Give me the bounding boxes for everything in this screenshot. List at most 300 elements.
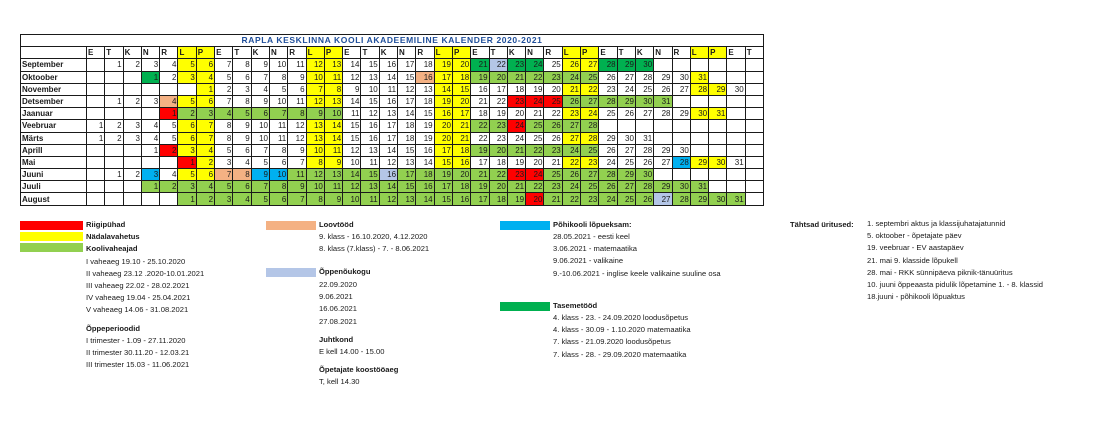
- day-cell: 16: [416, 71, 434, 83]
- empty-cell: [141, 156, 159, 168]
- day-cell: 29: [617, 95, 635, 107]
- day-cell: 13: [306, 120, 324, 132]
- day-cell: 13: [416, 83, 434, 95]
- day-cell: 19: [471, 71, 489, 83]
- day-cell: 20: [434, 132, 452, 144]
- day-cell: 20: [452, 169, 470, 181]
- day-cell: 17: [489, 83, 507, 95]
- empty-cell: [123, 108, 141, 120]
- day-cell: 29: [672, 108, 690, 120]
- weekday-header-cell: K: [379, 47, 397, 59]
- day-cell: 7: [251, 181, 269, 193]
- event-6: 10. juuni õppeaasta pidulik lõpetamine 1. - 8. klassid: [867, 280, 1044, 290]
- day-cell: 11: [379, 83, 397, 95]
- day-cell: 4: [160, 169, 178, 181]
- day-cell: 5: [269, 83, 287, 95]
- day-cell: 15: [343, 132, 361, 144]
- oppenoukogu-3: 16.06.2021: [319, 304, 358, 314]
- month-name: August: [21, 193, 87, 205]
- empty-cell: [599, 120, 617, 132]
- empty-cell: [745, 120, 763, 132]
- day-cell: 16: [452, 156, 470, 168]
- empty-cell: [727, 59, 745, 71]
- weekday-header-cell: E: [215, 47, 233, 59]
- events-title: Tähtsad üritused:: [790, 220, 854, 229]
- month-row: [21, 108, 764, 120]
- day-cell: 20: [544, 83, 562, 95]
- day-cell: 1: [105, 169, 123, 181]
- empty-cell: [635, 120, 653, 132]
- period-1: I trimester - 1.09 - 27.11.2020: [86, 335, 186, 345]
- day-cell: 11: [361, 156, 379, 168]
- day-cell: 8: [269, 71, 287, 83]
- empty-cell: [105, 193, 123, 205]
- day-cell: 22: [489, 95, 507, 107]
- day-cell: 22: [489, 59, 507, 71]
- day-cell: 22: [562, 193, 580, 205]
- weekday-header-cell: P: [196, 47, 214, 59]
- day-cell: 15: [416, 108, 434, 120]
- day-cell: 28: [581, 132, 599, 144]
- juhtkond-title: Juhtkond: [319, 334, 354, 344]
- weekday-header-cell: R: [288, 47, 306, 59]
- day-cell: 16: [416, 181, 434, 193]
- day-cell: 21: [544, 193, 562, 205]
- swatch-yellow: [20, 232, 83, 241]
- day-cell: 5: [215, 71, 233, 83]
- day-cell: 11: [324, 71, 342, 83]
- day-cell: 2: [215, 83, 233, 95]
- day-cell: 24: [507, 132, 525, 144]
- day-cell: 16: [416, 144, 434, 156]
- weekday-header-cell: P: [581, 47, 599, 59]
- day-cell: 14: [416, 193, 434, 205]
- day-cell: 9: [251, 169, 269, 181]
- day-cell: 29: [617, 169, 635, 181]
- day-cell: 6: [178, 120, 196, 132]
- day-cell: 17: [434, 71, 452, 83]
- legend-vacations: Koolivaheajad: [86, 244, 138, 254]
- empty-cell: [654, 59, 672, 71]
- month-name: Märts: [21, 132, 87, 144]
- empty-cell: [745, 156, 763, 168]
- day-cell: 30: [690, 108, 708, 120]
- day-cell: 11: [288, 95, 306, 107]
- day-cell: 29: [654, 144, 672, 156]
- calendar-title: RAPLA KESKLINNA KOOLI AKADEEMILINE KALENDER 2020-2021: [21, 35, 764, 47]
- day-cell: 26: [544, 120, 562, 132]
- day-cell: 6: [196, 95, 214, 107]
- day-cell: 27: [581, 59, 599, 71]
- empty-cell: [87, 108, 105, 120]
- weekday-header-row: [21, 47, 764, 59]
- day-cell: 4: [196, 181, 214, 193]
- day-cell: 12: [379, 193, 397, 205]
- day-cell: 12: [343, 144, 361, 156]
- day-cell: 11: [361, 193, 379, 205]
- day-cell: 27: [562, 120, 580, 132]
- day-cell: 1: [87, 120, 105, 132]
- day-cell: 5: [251, 156, 269, 168]
- day-cell: 28: [635, 71, 653, 83]
- day-cell: 12: [288, 120, 306, 132]
- weekday-header-cell: L: [306, 47, 324, 59]
- day-cell: 5: [178, 59, 196, 71]
- exams-title: Põhikooli lõpueksam:: [553, 220, 632, 229]
- day-cell: 2: [123, 169, 141, 181]
- day-cell: 13: [398, 156, 416, 168]
- periods-title: Õppeperioodid: [86, 323, 140, 333]
- weekday-header-cell: R: [416, 47, 434, 59]
- weekday-header-cell: K: [251, 47, 269, 59]
- day-cell: 4: [233, 193, 251, 205]
- day-cell: 20: [434, 120, 452, 132]
- day-cell: 5: [178, 95, 196, 107]
- day-cell: 23: [581, 193, 599, 205]
- empty-cell: [87, 59, 105, 71]
- empty-cell: [745, 132, 763, 144]
- day-cell: 14: [398, 108, 416, 120]
- day-cell: 23: [489, 120, 507, 132]
- weekday-header-cell: T: [233, 47, 251, 59]
- vacation-1: I vaheaeg 19.10 - 25.10.2020: [86, 256, 186, 266]
- day-cell: 2: [196, 193, 214, 205]
- day-cell: 8: [269, 181, 287, 193]
- weekday-header-cell: T: [489, 47, 507, 59]
- day-cell: 28: [654, 108, 672, 120]
- day-cell: 9: [233, 132, 251, 144]
- weekday-header-cell: L: [562, 47, 580, 59]
- swatch-salmon: [266, 221, 316, 230]
- day-cell: 28: [690, 83, 708, 95]
- oppenoukogu-1: 22.09.2020: [319, 280, 358, 289]
- day-cell: 19: [434, 169, 452, 181]
- day-cell: 12: [343, 71, 361, 83]
- empty-cell: [105, 181, 123, 193]
- day-cell: 22: [489, 169, 507, 181]
- day-cell: 21: [471, 169, 489, 181]
- day-cell: 19: [471, 144, 489, 156]
- empty-cell: [727, 144, 745, 156]
- weekday-header-cell: R: [672, 47, 690, 59]
- month-row: [21, 156, 764, 168]
- day-cell: 26: [617, 108, 635, 120]
- day-cell: 14: [379, 71, 397, 83]
- day-cell: 11: [288, 59, 306, 71]
- day-cell: 3: [141, 95, 159, 107]
- day-cell: 21: [562, 83, 580, 95]
- day-cell: 26: [562, 95, 580, 107]
- day-cell: 9: [324, 193, 342, 205]
- event-2: 5. oktoober - õpetajate päev: [867, 231, 962, 241]
- weekday-header-cell: P: [452, 47, 470, 59]
- day-cell: 29: [709, 83, 727, 95]
- day-cell: 1: [141, 181, 159, 193]
- day-cell: 14: [343, 169, 361, 181]
- empty-cell: [745, 95, 763, 107]
- empty-cell: [87, 181, 105, 193]
- day-cell: 19: [489, 108, 507, 120]
- day-cell: 15: [398, 144, 416, 156]
- day-cell: 7: [196, 132, 214, 144]
- weekday-header-cell: L: [690, 47, 708, 59]
- day-cell: 11: [288, 169, 306, 181]
- event-3: 19. veebruar - EV aastapäev: [867, 243, 964, 253]
- empty-cell: [672, 120, 690, 132]
- empty-cell: [690, 120, 708, 132]
- day-cell: 14: [324, 132, 342, 144]
- day-cell: 31: [690, 181, 708, 193]
- empty-cell: [87, 95, 105, 107]
- day-cell: 25: [544, 59, 562, 71]
- day-cell: 5: [251, 193, 269, 205]
- day-cell: 3: [123, 120, 141, 132]
- empty-cell: [745, 59, 763, 71]
- day-cell: 9: [288, 181, 306, 193]
- day-cell: 7: [269, 108, 287, 120]
- day-cell: 1: [141, 71, 159, 83]
- weekday-header-cell: E: [471, 47, 489, 59]
- swatch-light-green: [20, 243, 83, 252]
- day-cell: 20: [489, 144, 507, 156]
- day-cell: 8: [215, 120, 233, 132]
- day-cell: 17: [398, 59, 416, 71]
- day-cell: 3: [123, 132, 141, 144]
- day-cell: 4: [141, 120, 159, 132]
- day-cell: 20: [526, 156, 544, 168]
- day-cell: 6: [196, 169, 214, 181]
- day-cell: 2: [105, 132, 123, 144]
- day-cell: 18: [452, 71, 470, 83]
- day-cell: 10: [269, 95, 287, 107]
- weekday-header-cell: E: [599, 47, 617, 59]
- events-list: [867, 218, 1043, 303]
- oppenoukogu-4: 27.08.2021: [319, 316, 358, 326]
- day-cell: 27: [635, 108, 653, 120]
- day-cell: 14: [416, 156, 434, 168]
- day-cell: 7: [306, 83, 324, 95]
- day-cell: 4: [160, 95, 178, 107]
- day-cell: 28: [635, 181, 653, 193]
- day-cell: 27: [617, 71, 635, 83]
- swatch-green: [500, 302, 550, 311]
- legend-weekend: Nädalavahetus: [86, 232, 140, 242]
- weekday-header-cell: P: [709, 47, 727, 59]
- day-cell: 7: [251, 71, 269, 83]
- weekday-header-cell: R: [544, 47, 562, 59]
- day-cell: 10: [269, 59, 287, 71]
- event-4: 21. mai 9. klasside lõpukell: [867, 255, 958, 265]
- day-cell: 19: [507, 193, 525, 205]
- day-cell: 4: [196, 144, 214, 156]
- empty-cell: [141, 193, 159, 205]
- day-cell: 25: [635, 83, 653, 95]
- day-cell: 24: [599, 193, 617, 205]
- weekday-header-cell: E: [343, 47, 361, 59]
- day-cell: 6: [178, 132, 196, 144]
- month-name: November: [21, 83, 87, 95]
- day-cell: 18: [471, 108, 489, 120]
- day-cell: 11: [324, 181, 342, 193]
- empty-cell: [727, 71, 745, 83]
- day-cell: 8: [233, 95, 251, 107]
- swatch-lavender: [266, 268, 316, 277]
- day-cell: 31: [690, 71, 708, 83]
- empty-cell: [709, 169, 727, 181]
- day-cell: 15: [434, 193, 452, 205]
- day-cell: 18: [452, 181, 470, 193]
- day-cell: 21: [507, 71, 525, 83]
- day-cell: 16: [361, 132, 379, 144]
- day-cell: 21: [452, 132, 470, 144]
- tasemetood-4: 7. klass - 28. - 29.09.2020 matemaatika: [553, 349, 687, 359]
- day-cell: 12: [306, 95, 324, 107]
- day-cell: 23: [507, 95, 525, 107]
- day-cell: 1: [160, 108, 178, 120]
- day-cell: 10: [361, 83, 379, 95]
- day-cell: 23: [507, 59, 525, 71]
- day-cell: 13: [361, 71, 379, 83]
- day-cell: 15: [452, 83, 470, 95]
- empty-cell: [672, 169, 690, 181]
- day-cell: 15: [434, 156, 452, 168]
- day-cell: 9: [251, 95, 269, 107]
- day-cell: 8: [288, 108, 306, 120]
- day-cell: 25: [617, 156, 635, 168]
- empty-cell: [654, 120, 672, 132]
- day-cell: 9: [288, 144, 306, 156]
- day-cell: 15: [361, 169, 379, 181]
- oppenoukogu-2: 9.06.2021: [319, 292, 353, 302]
- day-cell: 22: [526, 71, 544, 83]
- day-cell: 20: [489, 181, 507, 193]
- tasemetood-3: 7. klass - 21.09.2020 loodusõpetus: [553, 337, 671, 347]
- day-cell: 13: [324, 169, 342, 181]
- exam-2: 3.06.2021 - matemaatika: [553, 244, 638, 254]
- day-cell: 6: [233, 181, 251, 193]
- weekday-header-cell: T: [361, 47, 379, 59]
- day-cell: 28: [599, 59, 617, 71]
- day-cell: 15: [398, 181, 416, 193]
- day-cell: 22: [526, 181, 544, 193]
- day-cell: 15: [398, 71, 416, 83]
- empty-cell: [745, 181, 763, 193]
- day-cell: 11: [324, 144, 342, 156]
- day-cell: 10: [269, 169, 287, 181]
- legend-left: [86, 219, 204, 371]
- event-7: 18.juuni - põhikooli lõpuaktus: [867, 292, 965, 302]
- day-cell: 21: [526, 108, 544, 120]
- empty-cell: [123, 83, 141, 95]
- day-cell: 22: [471, 120, 489, 132]
- day-cell: 10: [343, 193, 361, 205]
- day-cell: 23: [544, 71, 562, 83]
- day-cell: 25: [544, 95, 562, 107]
- loovtood-list: [319, 231, 429, 255]
- day-cell: 25: [581, 71, 599, 83]
- day-cell: 23: [544, 144, 562, 156]
- month-name: September: [21, 59, 87, 71]
- day-cell: 20: [452, 95, 470, 107]
- day-cell: 1: [196, 83, 214, 95]
- day-cell: 29: [690, 193, 708, 205]
- swatch-red: [20, 221, 83, 230]
- day-cell: 4: [215, 108, 233, 120]
- weekday-header-cell: P: [324, 47, 342, 59]
- day-cell: 5: [233, 108, 251, 120]
- day-cell: 16: [379, 59, 397, 71]
- month-name: Mai: [21, 156, 87, 168]
- month-name: Juuli: [21, 181, 87, 193]
- month-row: [21, 83, 764, 95]
- day-cell: 24: [526, 95, 544, 107]
- day-cell: 1: [178, 193, 196, 205]
- day-cell: 31: [727, 193, 745, 205]
- day-cell: 1: [105, 59, 123, 71]
- day-cell: 14: [379, 144, 397, 156]
- empty-cell: [745, 169, 763, 181]
- day-cell: 21: [471, 59, 489, 71]
- day-cell: 18: [398, 132, 416, 144]
- day-cell: 13: [324, 95, 342, 107]
- day-cell: 17: [471, 193, 489, 205]
- empty-cell: [709, 59, 727, 71]
- day-cell: 24: [562, 144, 580, 156]
- weekday-header-cell: R: [160, 47, 178, 59]
- day-cell: 29: [690, 156, 708, 168]
- day-cell: 26: [544, 132, 562, 144]
- day-cell: 10: [306, 144, 324, 156]
- day-cell: 19: [471, 181, 489, 193]
- day-cell: 8: [233, 169, 251, 181]
- day-cell: 22: [526, 144, 544, 156]
- tasemetood-list: [553, 312, 691, 361]
- day-cell: 19: [416, 120, 434, 132]
- day-cell: 27: [581, 95, 599, 107]
- day-cell: 17: [379, 120, 397, 132]
- weekday-header-cell: N: [654, 47, 672, 59]
- day-cell: 30: [672, 181, 690, 193]
- day-cell: 13: [324, 59, 342, 71]
- day-cell: 8: [306, 193, 324, 205]
- day-cell: 15: [361, 95, 379, 107]
- day-cell: 6: [196, 59, 214, 71]
- day-cell: 18: [489, 193, 507, 205]
- period-3: III trimester 15.03 - 11.06.2021: [86, 360, 190, 370]
- day-cell: 2: [105, 120, 123, 132]
- month-row: [21, 95, 764, 107]
- day-cell: 23: [581, 156, 599, 168]
- day-cell: 23: [544, 181, 562, 193]
- month-name: Veebruar: [21, 120, 87, 132]
- empty-cell: [745, 71, 763, 83]
- empty-cell: [709, 95, 727, 107]
- empty-cell: [709, 181, 727, 193]
- day-cell: 4: [233, 156, 251, 168]
- day-cell: 31: [727, 156, 745, 168]
- weekday-header-cell: K: [635, 47, 653, 59]
- day-cell: 1: [178, 156, 196, 168]
- month-row: [21, 71, 764, 83]
- empty-cell: [105, 156, 123, 168]
- month-name: Jaanuar: [21, 108, 87, 120]
- day-cell: 13: [361, 144, 379, 156]
- day-cell: 2: [123, 59, 141, 71]
- day-cell: 1: [141, 144, 159, 156]
- empty-cell: [87, 83, 105, 95]
- day-cell: 13: [379, 108, 397, 120]
- empty-cell: [617, 120, 635, 132]
